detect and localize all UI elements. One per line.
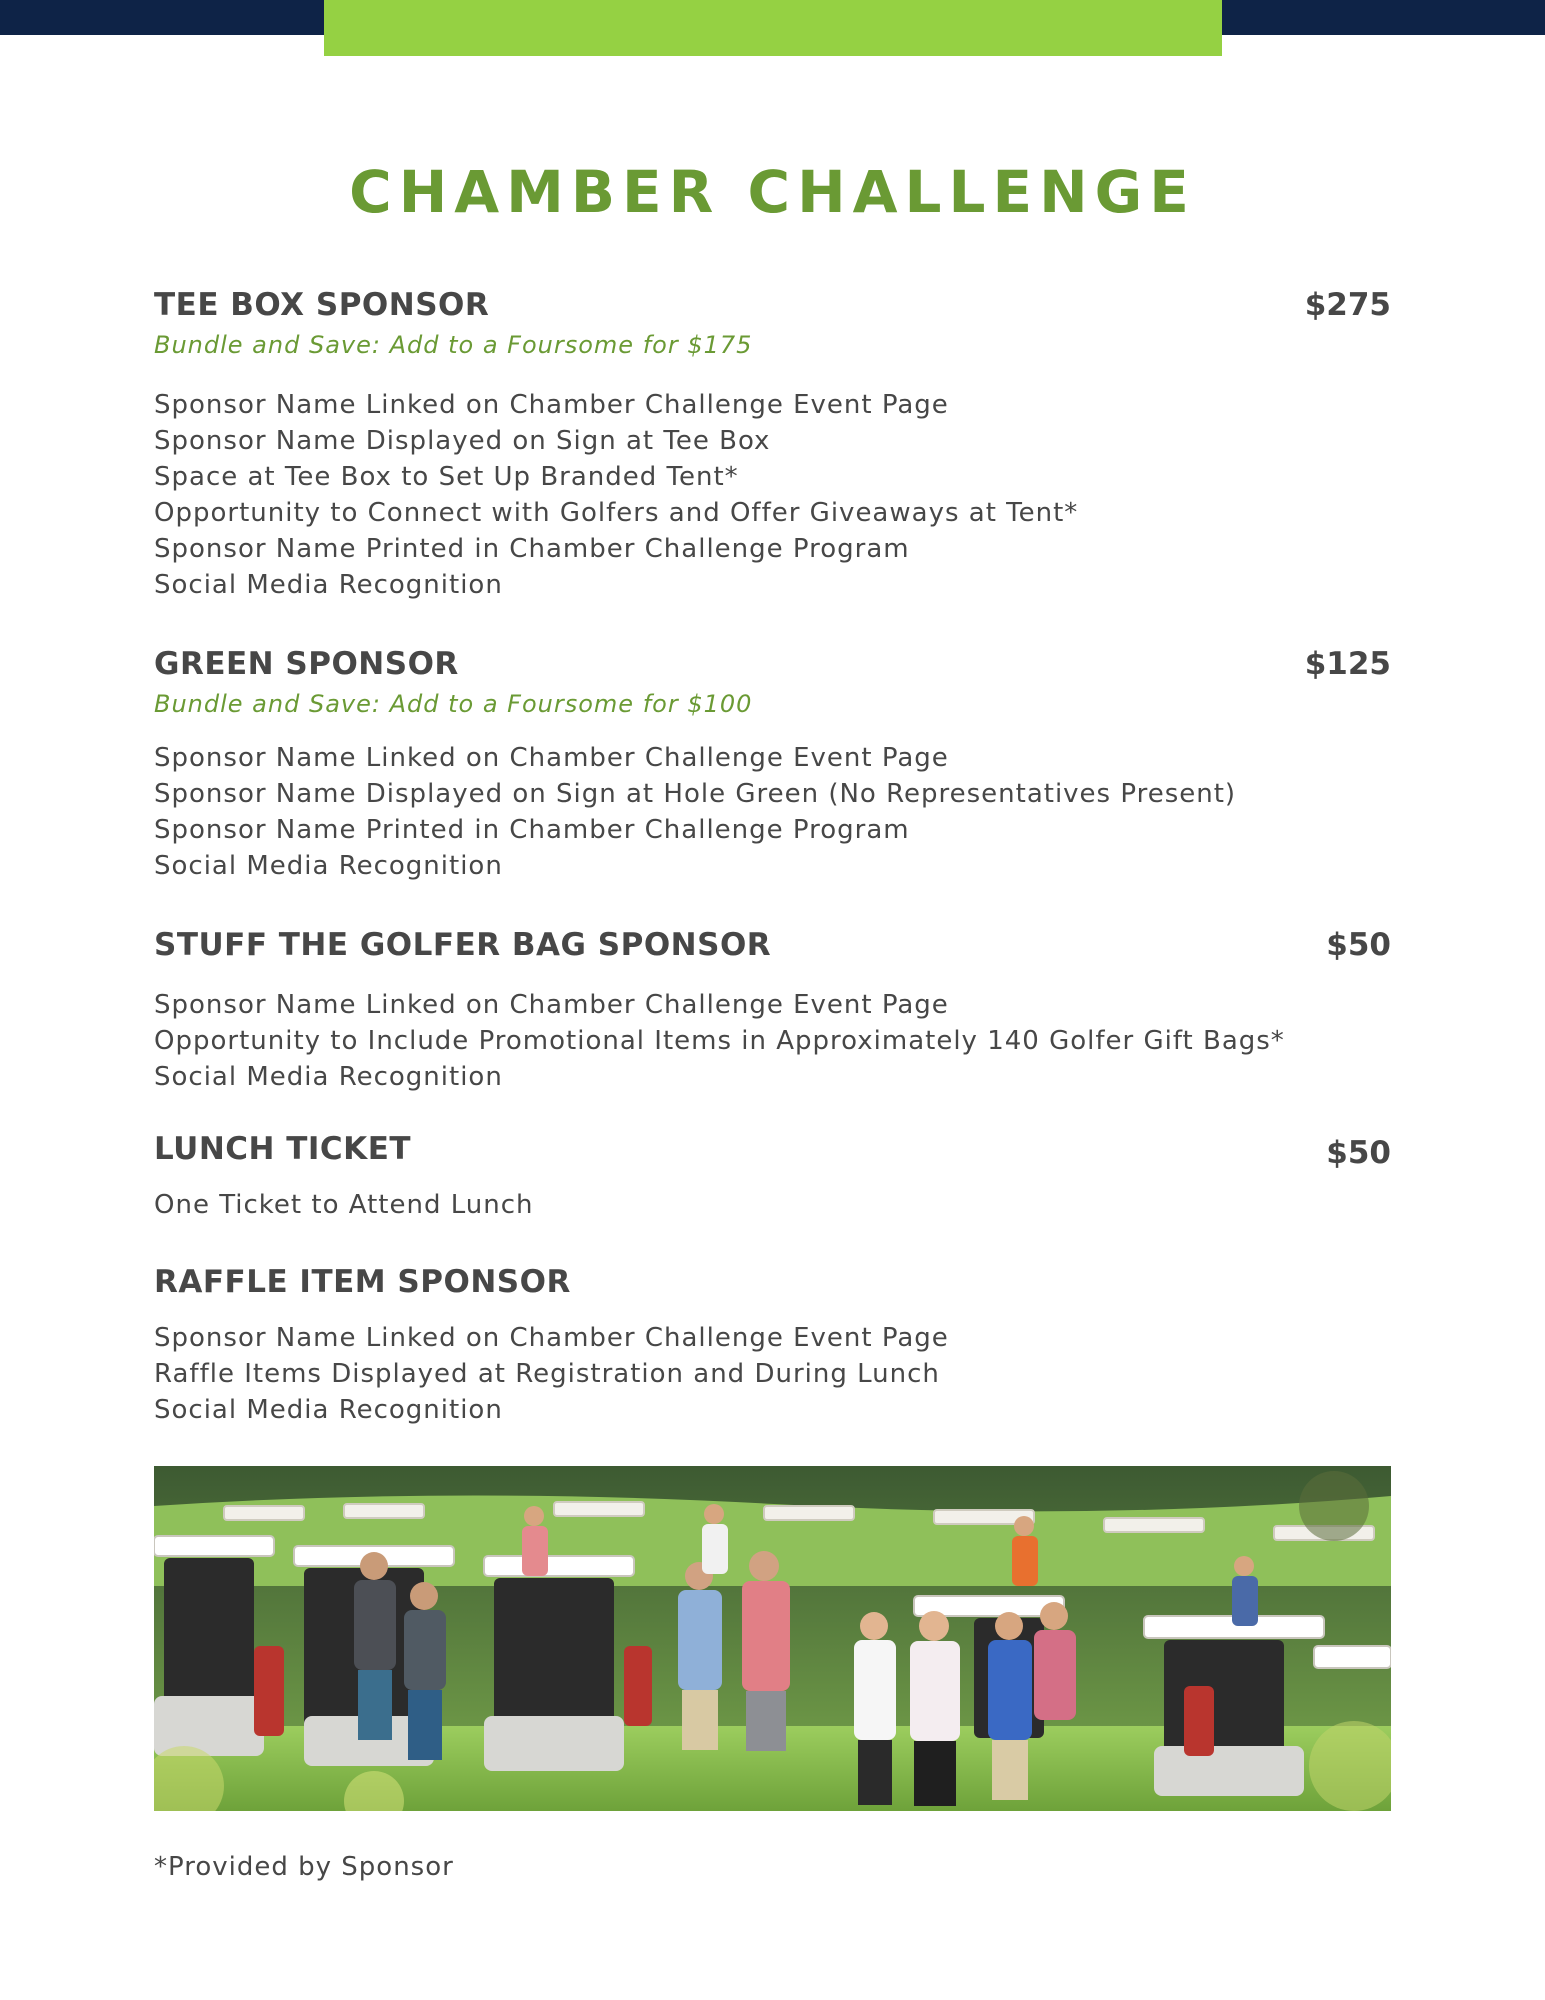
sponsorship-title: STUFF THE GOLFER BAG SPONSOR [154, 927, 772, 963]
sponsorship-header [154, 925, 1391, 965]
sponsorship-lunch-ticket [154, 1129, 1391, 1223]
bundle-offer: Bundle and Save: Add to a Foursome for $100 [154, 690, 753, 718]
benefit-item: Sponsor Name Displayed on Sign at Hole Green (No Representatives Present) [154, 779, 1237, 809]
footnote: *Provided by Sponsor [154, 1852, 454, 1882]
sponsorship-title: RAFFLE ITEM SPONSOR [154, 1264, 571, 1300]
benefit-item: Sponsor Name Linked on Chamber Challenge Event Page [154, 1323, 949, 1353]
sponsorship-title: GREEN SPONSOR [154, 646, 459, 682]
benefit-item: Social Media Recognition [154, 570, 503, 600]
sponsorship-title: LUNCH TICKET [154, 1131, 412, 1167]
benefit-list [154, 1187, 1391, 1223]
benefit-item: Raffle Items Displayed at Registration and During Lunch [154, 1359, 940, 1389]
sponsorship-price: $50 [1326, 1135, 1391, 1171]
sponsorship-header [154, 1262, 1391, 1302]
top-green-bar [324, 0, 1222, 56]
benefit-item: One Ticket to Attend Lunch [154, 1190, 534, 1220]
sponsorship-tee-box [154, 285, 1391, 603]
benefit-item: Social Media Recognition [154, 1062, 503, 1092]
benefit-item: Opportunity to Connect with Golfers and Offer Giveaways at Tent* [154, 498, 1079, 528]
sponsorship-header [154, 285, 1391, 325]
sponsorship-price: $125 [1304, 646, 1391, 682]
benefit-list [154, 987, 1391, 1095]
sponsorship-header [154, 1129, 1391, 1169]
benefit-item: Space at Tee Box to Set Up Branded Tent* [154, 462, 739, 492]
benefit-item: Sponsor Name Printed in Chamber Challenge Program [154, 534, 910, 564]
benefit-item: Sponsor Name Printed in Chamber Challenge Program [154, 815, 910, 845]
benefit-item: Sponsor Name Linked on Chamber Challenge Event Page [154, 990, 949, 1020]
sponsorship-header [154, 644, 1391, 684]
benefit-list [154, 740, 1391, 884]
benefit-item: Sponsor Name Displayed on Sign at Tee Box [154, 426, 771, 456]
sponsorship-golfer-bag [154, 925, 1391, 1095]
benefit-item: Sponsor Name Linked on Chamber Challenge Event Page [154, 743, 949, 773]
benefit-list [154, 1320, 1391, 1428]
golf-event-photo [154, 1466, 1391, 1811]
benefit-item: Opportunity to Include Promotional Items in Approximately 140 Golfer Gift Bags* [154, 1026, 1285, 1056]
bundle-offer: Bundle and Save: Add to a Foursome for $175 [154, 331, 753, 359]
benefit-item: Social Media Recognition [154, 1395, 503, 1425]
sponsorship-title: TEE BOX SPONSOR [154, 287, 490, 323]
benefit-item: Social Media Recognition [154, 851, 503, 881]
benefit-item: Sponsor Name Linked on Chamber Challenge Event Page [154, 390, 949, 420]
sponsorship-raffle-item [154, 1262, 1391, 1428]
page-title: CHAMBER CHALLENGE [349, 158, 1196, 226]
sponsorship-price: $275 [1304, 287, 1391, 323]
benefit-list [154, 387, 1391, 603]
sponsorship-price: $50 [1326, 927, 1391, 963]
sponsorship-green [154, 644, 1391, 884]
